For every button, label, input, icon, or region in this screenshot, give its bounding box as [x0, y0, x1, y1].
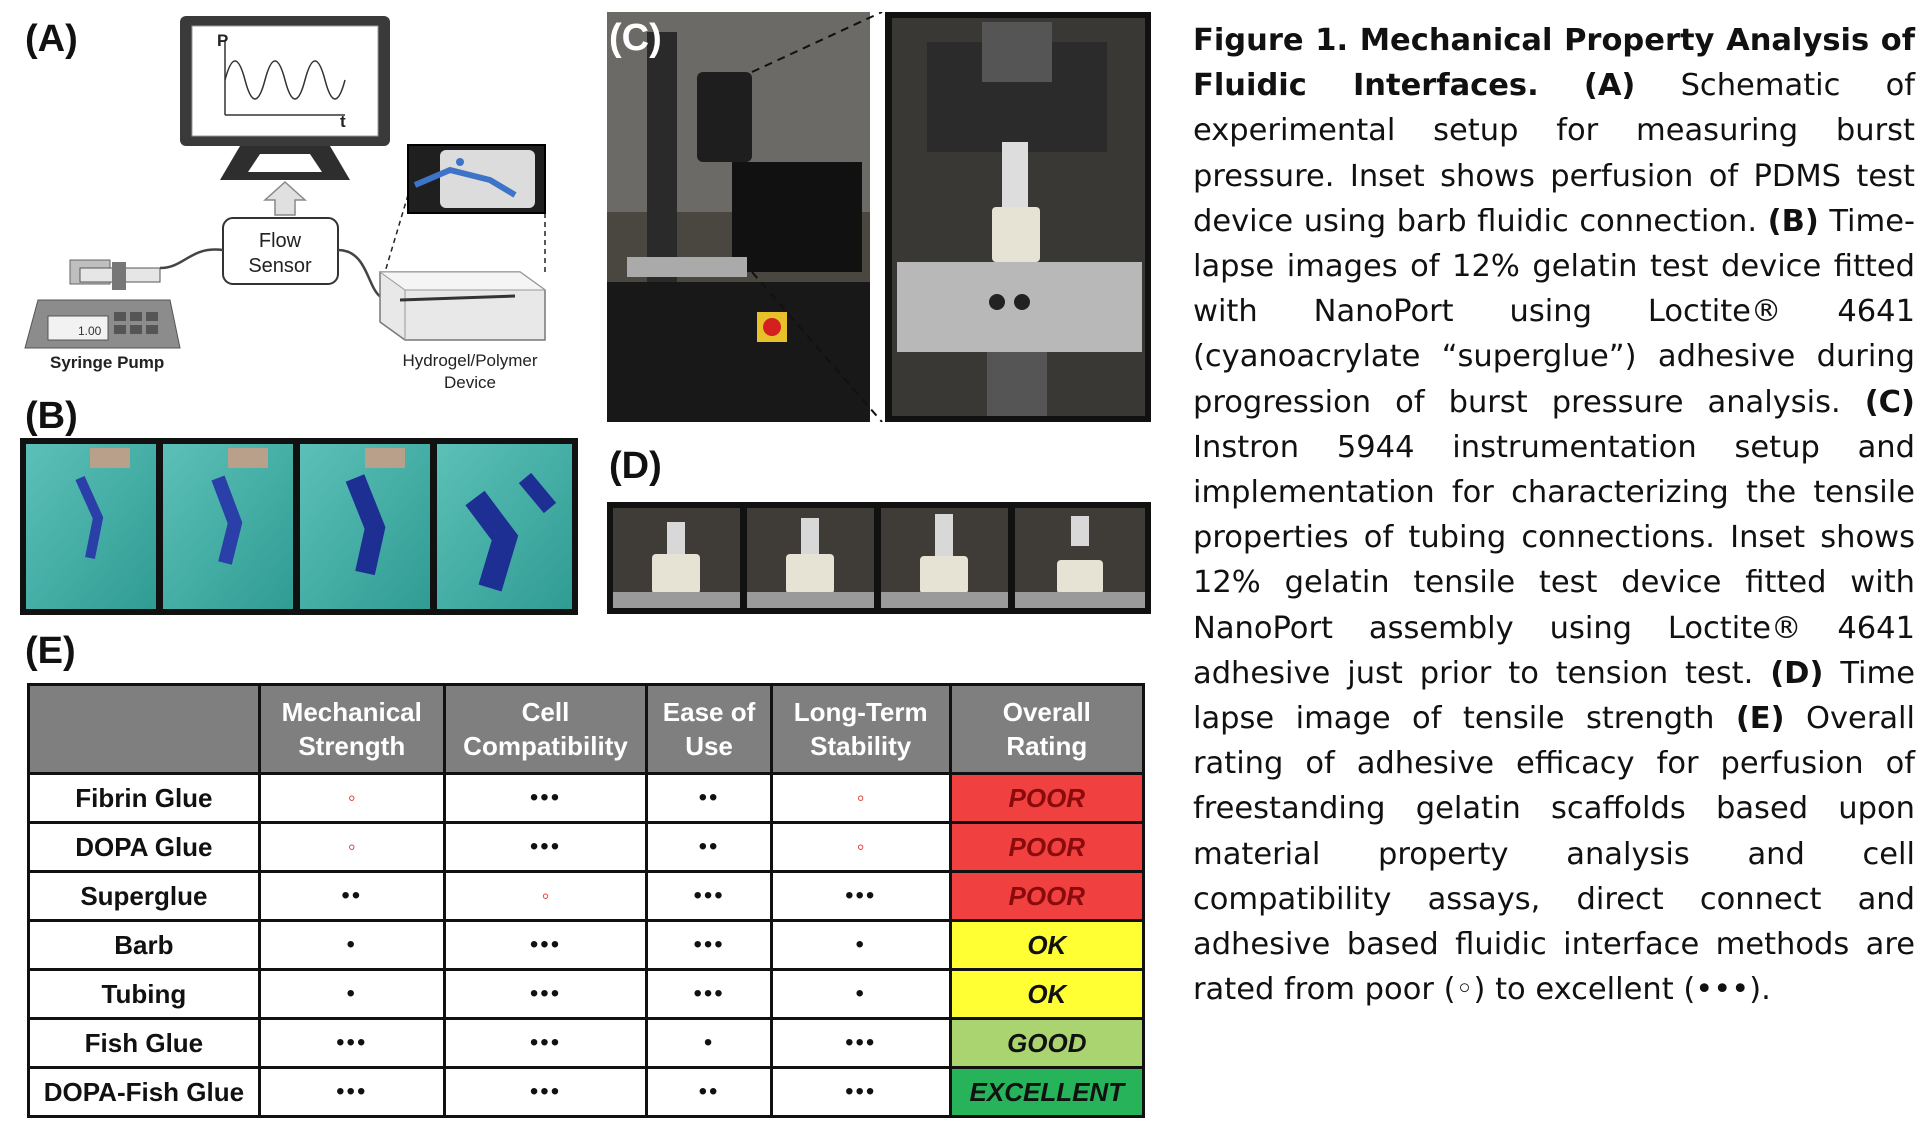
caption-label-b: (B) [1767, 203, 1819, 239]
caption-label-e: (E) [1735, 701, 1785, 737]
row-name-cell: Barb [29, 921, 260, 970]
panel-label-d: (D) [609, 445, 662, 487]
row-name-cell: Superglue [29, 872, 260, 921]
perfusion-inset-photo [408, 145, 545, 213]
header-line: Compatibility [463, 731, 628, 761]
syringe-pump-label: Syringe Pump [50, 353, 165, 372]
table-header-cell [950, 685, 1143, 774]
rating-dots-cell: ••• [444, 921, 647, 970]
table-header-cell [29, 685, 260, 774]
rating-dots-cell: ◦ [444, 872, 647, 921]
rating-dots-cell: ◦ [771, 823, 950, 872]
table-body [29, 774, 1144, 1117]
timelapse-frame [747, 508, 874, 608]
timelapse-frame [437, 444, 572, 609]
row-name-cell: Tubing [29, 970, 260, 1019]
caption-text-e: Overall rating of adhesive efficacy for perfusion of freestanding gelatin scaffolds based upon material property analysis and cell compatibility assays, direct connect and adhesive based fluidic interface methods are rated from poor (◦) to excellent (•••). [1193, 701, 1915, 1008]
table-row [29, 823, 1144, 872]
panel-label-c: (C) [609, 17, 662, 59]
header-line: Use [685, 731, 733, 761]
rating-dots-cell: ••• [444, 774, 647, 823]
rating-dots-cell: •• [647, 774, 771, 823]
header-line: Overall [1002, 697, 1091, 727]
row-name-cell: Fish Glue [29, 1019, 260, 1068]
inset-leader-line [385, 195, 408, 272]
burst-timelapse-strip [20, 438, 578, 615]
rating-dots-cell: • [259, 970, 444, 1019]
caption-label-a: (A) [1583, 68, 1636, 104]
tensile-timelapse-strip [607, 502, 1151, 614]
table-row [29, 1019, 1144, 1068]
caption-label-d: (D) [1770, 655, 1824, 691]
table-row [29, 970, 1144, 1019]
rating-dots-cell: ••• [771, 1068, 950, 1117]
table-header-row [29, 685, 1144, 774]
header-line: Stability [810, 731, 912, 761]
overall-rating-cell: OK [950, 970, 1143, 1019]
overall-rating-cell: GOOD [950, 1019, 1143, 1068]
syringe-pump-icon [25, 260, 180, 348]
table-row [29, 872, 1144, 921]
caption-label-c: (C) [1864, 384, 1915, 420]
rating-dots-cell: ••• [444, 823, 647, 872]
timelapse-frame [613, 508, 740, 608]
overall-rating-cell: POOR [950, 872, 1143, 921]
rating-dots-cell: ••• [259, 1068, 444, 1117]
overall-rating-cell: POOR [950, 774, 1143, 823]
timelapse-frame [1015, 508, 1145, 608]
table-header-cell [259, 685, 444, 774]
header-line: Strength [298, 731, 406, 761]
timelapse-frame [163, 444, 293, 609]
panel-label-b: (B) [25, 395, 78, 437]
header-line: Mechanical [281, 697, 422, 727]
tensile-timelapse-frames [607, 502, 1151, 614]
rating-dots-cell: •• [647, 1068, 771, 1117]
rating-dots-cell: ◦ [259, 774, 444, 823]
overall-rating-cell: EXCELLENT [950, 1068, 1143, 1117]
rating-dots-cell: • [259, 921, 444, 970]
rating-dots-cell: • [647, 1019, 771, 1068]
timelapse-frame [300, 444, 430, 609]
header-line: Ease of [662, 697, 756, 727]
rating-dots-cell: • [771, 921, 950, 970]
panel-label-e: (E) [25, 630, 76, 672]
up-arrow-icon [265, 182, 305, 215]
table-header-cell [771, 685, 950, 774]
rating-dots-cell: •• [259, 872, 444, 921]
device-label-1: Hydrogel/Polymer [402, 351, 538, 370]
rating-dots-cell: • [771, 970, 950, 1019]
rating-dots-cell: ••• [647, 970, 771, 1019]
table-row [29, 921, 1144, 970]
row-name-cell: Fibrin Glue [29, 774, 260, 823]
table-header-cell [647, 685, 771, 774]
device-label-2: Device [444, 373, 496, 392]
tubing-line [160, 250, 223, 268]
overall-rating-cell: OK [950, 921, 1143, 970]
flow-sensor-label-2: Sensor [248, 255, 312, 277]
rating-dots-cell: ••• [444, 970, 647, 1019]
header-line: Cell [521, 697, 570, 727]
timelapse-frame [26, 444, 156, 609]
caption-text-c: Instron 5944 instrumentation setup and implementation for characterizing the tensile properties of tubing connections. Inset shows 12% gelatin tensile test device fitted with NanoPort assembly using Loctite® 4641 adhesive just prior to tension test. [1193, 429, 1915, 691]
caption-title: Figure 1. Mechanical Property Analysis of Fluidic Interfaces. [1193, 23, 1915, 104]
header-line: Rating [1006, 731, 1088, 761]
rating-dots-cell: ••• [647, 921, 771, 970]
row-name-cell: DOPA Glue [29, 823, 260, 872]
table-row [29, 774, 1144, 823]
monitor-icon [180, 16, 390, 180]
figure-caption [1193, 18, 1915, 1012]
rating-dots-cell: ••• [444, 1068, 647, 1117]
setup-schematic [20, 10, 580, 395]
rating-dots-cell: ◦ [259, 823, 444, 872]
overall-rating-cell: POOR [950, 823, 1143, 872]
rating-dots-cell: •• [647, 823, 771, 872]
burst-timelapse-frames [20, 438, 578, 615]
pump-display-value: 1.00 [78, 324, 102, 338]
rating-dots-cell: ••• [647, 872, 771, 921]
flow-sensor-label-1: Flow [258, 230, 302, 252]
monitor-x-axis-label: t [340, 112, 346, 131]
rating-dots-cell: ◦ [771, 774, 950, 823]
table-header-cell [444, 685, 647, 774]
rating-dots-cell: ••• [259, 1019, 444, 1068]
caption-text-b: Time-lapse images of 12% gelatin test device fitted with NanoPort using Loctite® 4641 (cyanoacrylate “superglue”) adhesive during progression of burst pressure analysis. [1193, 203, 1915, 420]
rating-dots-cell: ••• [771, 1019, 950, 1068]
rating-dots-cell: ••• [771, 872, 950, 921]
header-line: Long-Term [793, 697, 928, 727]
table-row [29, 1068, 1144, 1117]
timelapse-frame [881, 508, 1008, 608]
caption-text-d: Time lapse image of tensile strength [1193, 655, 1915, 737]
monitor-y-axis-label: P [217, 31, 229, 50]
hydrogel-device-icon [380, 272, 545, 340]
caption-text-a: Schematic of experimental setup for measuring burst pressure. Inset shows perfusion of PDMS test device using barb fluidic connection. [1193, 68, 1915, 239]
adhesive-rating-table [27, 683, 1145, 1118]
panel-label-a: (A) [25, 18, 78, 60]
instron-setup-illustration [607, 12, 1151, 422]
instron-setup-photo [607, 12, 1151, 422]
rating-dots-cell: ••• [444, 1019, 647, 1068]
row-name-cell: DOPA-Fish Glue [29, 1068, 260, 1117]
